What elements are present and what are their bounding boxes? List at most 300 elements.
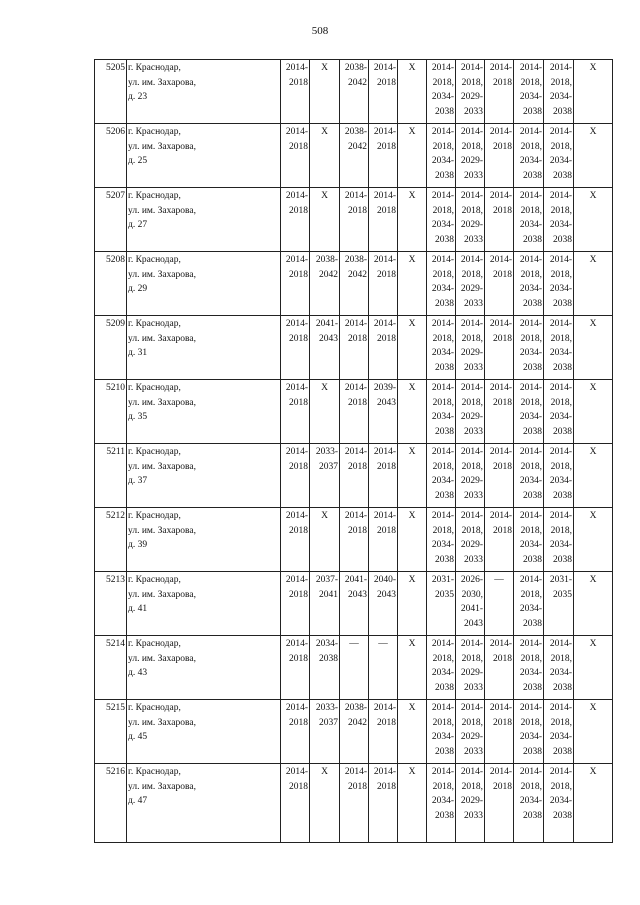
- period-line: 2041-: [315, 319, 338, 329]
- address-cell: [127, 380, 281, 444]
- period-cell: [340, 700, 369, 764]
- period-line: X: [321, 767, 328, 777]
- period-line: 2018: [348, 397, 367, 408]
- period-line: 2038: [553, 746, 572, 757]
- period-line: 2034-: [519, 412, 542, 422]
- period-cell: [310, 636, 340, 700]
- period-line: 2014-: [344, 191, 367, 201]
- address-line: ул. им. Захарова,: [128, 461, 196, 472]
- period-cell: [514, 252, 544, 316]
- period-line: 2018,: [461, 461, 483, 472]
- period-line: 2033: [464, 234, 483, 245]
- period-line: X: [589, 319, 597, 329]
- address-line: г. Краснодар,: [128, 319, 181, 329]
- row-number-cell: 5206: [95, 124, 127, 188]
- period-line: 2018,: [550, 141, 572, 152]
- period-line: 2029-: [460, 220, 483, 230]
- period-line: 2040-: [373, 575, 396, 585]
- period-line: 2018: [493, 653, 512, 664]
- row-number-cell: 5208: [95, 252, 127, 316]
- period-line: 2014-: [373, 703, 396, 713]
- period-line: X: [408, 639, 416, 649]
- period-cell: [574, 60, 613, 124]
- period-line: X: [408, 127, 416, 137]
- period-line: 2018: [348, 205, 367, 216]
- period-line: 2014-: [460, 767, 483, 777]
- period-line: 2014-: [344, 767, 367, 777]
- period-line: 2018,: [550, 205, 572, 216]
- period-line: X: [589, 703, 597, 713]
- period-cell: [574, 444, 613, 508]
- period-line: X: [589, 575, 597, 585]
- table-row: [95, 444, 613, 508]
- period-line: 2014-: [431, 703, 454, 713]
- period-line: 2014-: [549, 511, 572, 521]
- period-line: 2018: [289, 333, 308, 344]
- row-number-cell: 5212: [95, 508, 127, 572]
- period-cell: [281, 572, 310, 636]
- period-line: 2014-: [431, 639, 454, 649]
- period-line: 2033: [464, 490, 483, 501]
- period-cell: [281, 444, 310, 508]
- period-cell: [456, 444, 485, 508]
- period-line: 2018: [289, 77, 308, 88]
- period-line: 2034-: [519, 476, 542, 486]
- address-cell: [127, 636, 281, 700]
- period-cell: [514, 380, 544, 444]
- period-cell: [369, 316, 398, 380]
- period-line: X: [321, 383, 328, 393]
- period-line: 2018,: [461, 781, 483, 792]
- period-line: 2038-: [344, 703, 367, 713]
- period-line: 2018,: [520, 333, 542, 344]
- period-cell: [514, 188, 544, 252]
- period-line: 2038: [553, 554, 572, 565]
- period-line: 2014-: [431, 511, 454, 521]
- address-cell: [127, 764, 281, 843]
- period-cell: [340, 636, 369, 700]
- period-line: 2014-: [519, 255, 542, 265]
- period-cell: [456, 316, 485, 380]
- period-line: 2038: [523, 298, 542, 309]
- address-line: д. 37: [128, 476, 148, 486]
- period-line: 2018: [289, 653, 308, 664]
- address-cell: [127, 124, 281, 188]
- period-line: 2038: [435, 362, 454, 373]
- period-line: 2014-: [519, 319, 542, 329]
- period-line: 2014-: [489, 191, 512, 201]
- period-line: 2034-: [431, 540, 454, 550]
- period-line: 2029-: [460, 92, 483, 102]
- period-line: 2014-: [549, 255, 572, 265]
- period-line: 2018,: [432, 781, 454, 792]
- table-row: [95, 188, 613, 252]
- period-line: 2034-: [549, 156, 572, 166]
- period-line: 2041-: [460, 604, 483, 614]
- repair-schedule-table: [94, 59, 613, 843]
- period-line: 2014-: [519, 511, 542, 521]
- address-line: д. 47: [128, 796, 148, 806]
- period-cell: [514, 508, 544, 572]
- period-line: X: [589, 191, 597, 201]
- period-cell: [456, 60, 485, 124]
- period-cell: [340, 764, 369, 843]
- period-cell: [485, 316, 514, 380]
- period-cell: [427, 316, 456, 380]
- period-line: 2042: [348, 77, 367, 88]
- period-line: 2038: [553, 234, 572, 245]
- period-line: 2014-: [489, 767, 512, 777]
- period-cell: [427, 380, 456, 444]
- period-line: 2018,: [550, 333, 572, 344]
- period-cell: [544, 444, 574, 508]
- period-cell: [485, 700, 514, 764]
- period-line: 2014-: [285, 447, 308, 457]
- address-cell: [127, 700, 281, 764]
- period-line: 2018,: [550, 77, 572, 88]
- period-cell: [310, 380, 340, 444]
- address-line: ул. им. Захарова,: [128, 397, 196, 408]
- period-cell: [544, 188, 574, 252]
- period-line: 2018,: [550, 397, 572, 408]
- period-cell: [340, 316, 369, 380]
- period-line: 2034-: [519, 348, 542, 358]
- address-line: г. Краснодар,: [128, 63, 181, 73]
- period-line: 2043: [319, 333, 338, 344]
- period-line: 2014-: [549, 447, 572, 457]
- period-line: 2038: [435, 490, 454, 501]
- period-cell: [456, 252, 485, 316]
- period-line: 2029-: [460, 476, 483, 486]
- period-line: 2014-: [549, 319, 572, 329]
- period-cell: [514, 444, 544, 508]
- period-line: 2014-: [519, 383, 542, 393]
- period-line: 2038: [435, 234, 454, 245]
- period-line: 2014-: [460, 255, 483, 265]
- period-cell: [281, 764, 310, 843]
- period-line: 2018,: [432, 269, 454, 280]
- period-line: 2038: [523, 234, 542, 245]
- period-line: 2014-: [460, 63, 483, 73]
- period-line: 2014-: [549, 63, 572, 73]
- period-line: 2014-: [285, 127, 308, 137]
- period-line: 2033: [464, 298, 483, 309]
- period-line: 2014-: [460, 639, 483, 649]
- address-line: г. Краснодар,: [128, 383, 181, 393]
- period-line: 2014-: [519, 703, 542, 713]
- period-line: 2018: [493, 333, 512, 344]
- period-line: X: [408, 703, 416, 713]
- period-line: 2014-: [431, 767, 454, 777]
- period-line: 2014-: [285, 511, 308, 521]
- period-line: 2014-: [431, 191, 454, 201]
- period-line: 2018,: [550, 269, 572, 280]
- period-cell: [485, 380, 514, 444]
- period-line: 2014-: [519, 575, 542, 585]
- period-line: 2014-: [519, 63, 542, 73]
- period-line: —: [494, 575, 504, 585]
- period-line: 2038: [435, 554, 454, 565]
- period-cell: [574, 636, 613, 700]
- period-line: 2038: [553, 490, 572, 501]
- period-line: 2014-: [519, 767, 542, 777]
- address-line: г. Краснодар,: [128, 575, 181, 585]
- period-line: 2018,: [520, 77, 542, 88]
- table-row: [95, 380, 613, 444]
- period-cell: [544, 764, 574, 843]
- period-cell: [310, 188, 340, 252]
- period-line: 2038: [523, 618, 542, 629]
- period-line: 2018,: [461, 77, 483, 88]
- period-cell: [427, 636, 456, 700]
- period-line: 2038: [523, 362, 542, 373]
- period-line: 2014-: [285, 255, 308, 265]
- period-cell: [281, 124, 310, 188]
- period-line: 2018,: [432, 653, 454, 664]
- period-cell: [340, 508, 369, 572]
- period-cell: [369, 444, 398, 508]
- period-line: X: [408, 319, 416, 329]
- period-line: 2018,: [550, 781, 572, 792]
- period-cell: [544, 508, 574, 572]
- period-line: 2018,: [550, 717, 572, 728]
- period-line: 2018,: [432, 141, 454, 152]
- period-line: 2034-: [431, 668, 454, 678]
- period-cell: [281, 508, 310, 572]
- period-line: 2034-: [549, 92, 572, 102]
- period-cell: [427, 572, 456, 636]
- address-line: ул. им. Захарова,: [128, 653, 196, 664]
- period-cell: [369, 764, 398, 843]
- period-line: 2037: [319, 717, 338, 728]
- period-cell: [310, 764, 340, 843]
- period-line: 2029-: [460, 668, 483, 678]
- period-line: 2018: [493, 269, 512, 280]
- period-line: 2018: [289, 141, 308, 152]
- period-line: 2043: [377, 589, 396, 600]
- period-line: 2018: [377, 269, 396, 280]
- period-line: 2014-: [489, 447, 512, 457]
- period-line: 2018: [289, 397, 308, 408]
- period-line: 2018: [377, 717, 396, 728]
- period-line: 2033: [464, 810, 483, 821]
- period-line: 2034-: [519, 796, 542, 806]
- period-cell: [398, 252, 427, 316]
- period-line: 2014-: [519, 191, 542, 201]
- period-line: 2043: [464, 618, 483, 629]
- period-line: 2018,: [520, 141, 542, 152]
- period-line: 2043: [348, 589, 367, 600]
- period-cell: [398, 188, 427, 252]
- period-line: X: [408, 383, 416, 393]
- address-line: ул. им. Захарова,: [128, 205, 196, 216]
- period-line: 2018: [493, 461, 512, 472]
- period-cell: [574, 380, 613, 444]
- period-cell: [456, 572, 485, 636]
- period-line: 2018,: [520, 461, 542, 472]
- period-cell: [310, 700, 340, 764]
- period-line: X: [589, 127, 597, 137]
- period-line: 2014-: [285, 703, 308, 713]
- address-line: г. Краснодар,: [128, 639, 181, 649]
- period-cell: [485, 188, 514, 252]
- period-line: 2034-: [519, 220, 542, 230]
- period-line: 2034-: [519, 156, 542, 166]
- period-cell: [427, 508, 456, 572]
- period-line: 2014-: [373, 255, 396, 265]
- period-line: 2034-: [549, 412, 572, 422]
- period-line: 2034-: [315, 639, 338, 649]
- address-cell: [127, 60, 281, 124]
- table-row: [95, 572, 613, 636]
- period-cell: [281, 60, 310, 124]
- period-line: 2018: [493, 205, 512, 216]
- row-number-cell: 5205: [95, 60, 127, 124]
- period-line: X: [589, 63, 597, 73]
- period-cell: [281, 380, 310, 444]
- address-line: г. Краснодар,: [128, 703, 181, 713]
- period-line: 2034-: [519, 668, 542, 678]
- table-row: [95, 316, 613, 380]
- address-line: ул. им. Захарова,: [128, 717, 196, 728]
- period-line: X: [408, 511, 416, 521]
- period-cell: [574, 572, 613, 636]
- period-line: 2038: [435, 746, 454, 757]
- period-line: 2014-: [460, 127, 483, 137]
- period-line: 2018: [377, 141, 396, 152]
- period-line: 2018: [493, 77, 512, 88]
- period-line: 2018: [348, 525, 367, 536]
- period-cell: [485, 764, 514, 843]
- period-cell: [514, 700, 544, 764]
- address-line: д. 45: [128, 732, 148, 742]
- period-line: 2018,: [550, 525, 572, 536]
- period-cell: [398, 636, 427, 700]
- period-line: 2014-: [344, 511, 367, 521]
- period-line: 2014-: [460, 319, 483, 329]
- period-line: 2018,: [432, 397, 454, 408]
- period-line: —: [378, 639, 388, 649]
- period-line: 2014-: [549, 767, 572, 777]
- period-line: 2018: [377, 461, 396, 472]
- period-line: 2043: [377, 397, 396, 408]
- period-line: 2038: [523, 810, 542, 821]
- period-cell: [340, 380, 369, 444]
- period-line: 2018: [493, 525, 512, 536]
- period-line: 2014-: [373, 127, 396, 137]
- address-line: ул. им. Захарова,: [128, 77, 196, 88]
- period-line: X: [589, 511, 597, 521]
- period-line: X: [321, 127, 328, 137]
- address-cell: [127, 444, 281, 508]
- period-line: 2018,: [461, 333, 483, 344]
- period-line: 2014-: [285, 383, 308, 393]
- period-cell: [398, 316, 427, 380]
- period-cell: [485, 124, 514, 188]
- period-line: 2018,: [461, 205, 483, 216]
- period-line: 2018: [289, 781, 308, 792]
- address-line: г. Краснодар,: [128, 511, 181, 521]
- page-number: 508: [311, 25, 329, 37]
- period-line: 2038: [553, 682, 572, 693]
- period-line: 2018: [289, 461, 308, 472]
- period-line: 2029-: [460, 348, 483, 358]
- period-line: 2029-: [460, 732, 483, 742]
- period-line: 2042: [348, 717, 367, 728]
- address-line: д. 25: [128, 156, 148, 166]
- period-cell: [281, 188, 310, 252]
- period-line: 2018: [493, 397, 512, 408]
- period-cell: [485, 60, 514, 124]
- period-line: 2014-: [549, 127, 572, 137]
- period-line: 2038-: [344, 255, 367, 265]
- period-line: 2034-: [549, 540, 572, 550]
- period-line: X: [321, 63, 328, 73]
- address-line: д. 41: [128, 604, 148, 614]
- period-line: 2034-: [431, 732, 454, 742]
- period-line: 2038-: [344, 63, 367, 73]
- address-line: ул. им. Захарова,: [128, 269, 196, 280]
- address-line: г. Краснодар,: [128, 127, 181, 137]
- period-line: 2029-: [460, 540, 483, 550]
- period-line: 2018,: [432, 77, 454, 88]
- period-line: 2014-: [431, 383, 454, 393]
- period-line: 2014-: [519, 447, 542, 457]
- period-line: 2029-: [460, 796, 483, 806]
- address-line: ул. им. Захарова,: [128, 333, 196, 344]
- address-cell: [127, 188, 281, 252]
- period-cell: [281, 700, 310, 764]
- period-line: 2039-: [373, 383, 396, 393]
- period-line: 2038: [435, 170, 454, 181]
- period-cell: [310, 60, 340, 124]
- period-cell: [398, 60, 427, 124]
- period-line: 2034-: [549, 732, 572, 742]
- address-line: д. 27: [128, 220, 148, 230]
- period-line: 2014-: [549, 383, 572, 393]
- period-cell: [456, 508, 485, 572]
- period-line: X: [321, 511, 328, 521]
- period-line: 2035: [553, 589, 572, 600]
- period-line: 2018,: [520, 781, 542, 792]
- period-cell: [456, 764, 485, 843]
- period-line: 2034-: [431, 476, 454, 486]
- period-line: 2014-: [489, 319, 512, 329]
- period-line: 2018: [377, 333, 396, 344]
- period-line: 2014-: [489, 703, 512, 713]
- period-cell: [398, 124, 427, 188]
- period-line: X: [408, 255, 416, 265]
- period-cell: [544, 380, 574, 444]
- period-cell: [340, 124, 369, 188]
- address-line: ул. им. Захарова,: [128, 525, 196, 536]
- period-cell: [485, 444, 514, 508]
- period-line: —: [349, 639, 359, 649]
- period-line: 2018,: [520, 717, 542, 728]
- period-line: 2018: [289, 717, 308, 728]
- period-line: 2014-: [489, 255, 512, 265]
- period-line: 2033-: [315, 447, 338, 457]
- address-cell: [127, 508, 281, 572]
- period-line: 2033: [464, 746, 483, 757]
- period-line: 2014-: [549, 703, 572, 713]
- period-line: 2034-: [431, 796, 454, 806]
- period-cell: [485, 572, 514, 636]
- period-line: X: [589, 255, 597, 265]
- period-cell: [574, 508, 613, 572]
- period-line: 2018,: [432, 333, 454, 344]
- period-line: 2038: [523, 490, 542, 501]
